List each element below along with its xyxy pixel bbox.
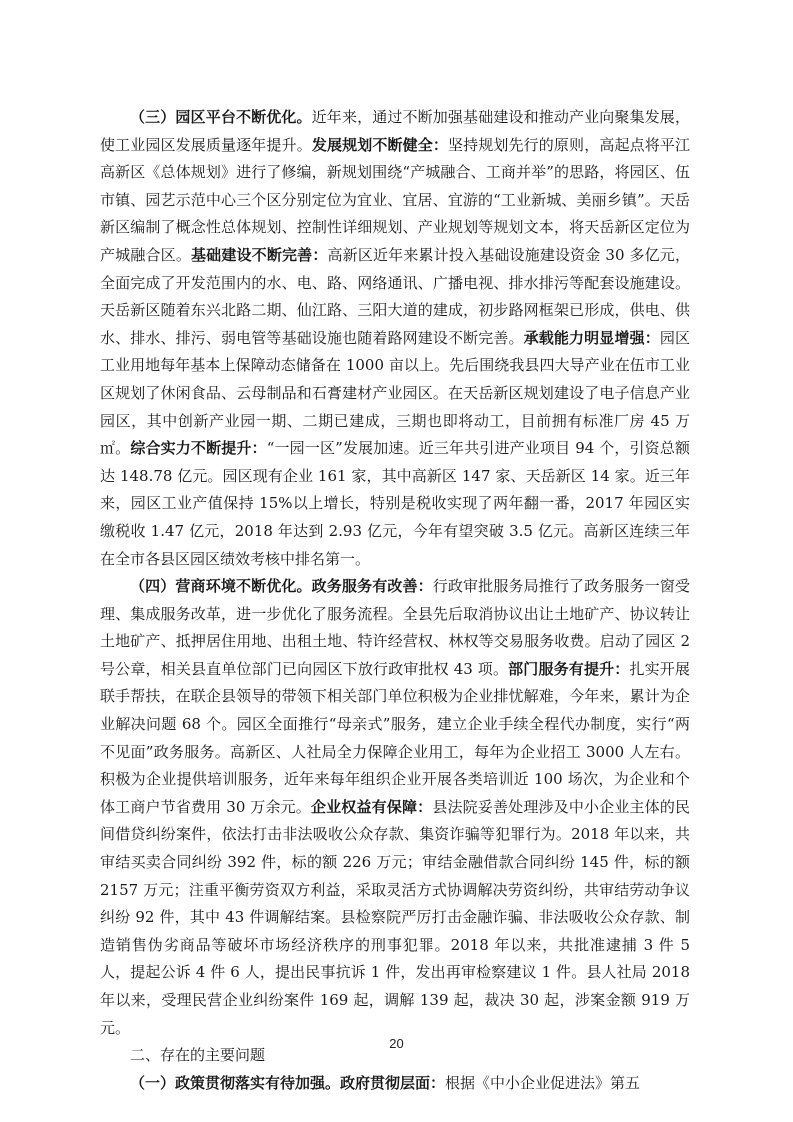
- subheading: 部门服务有提升：: [508, 659, 630, 678]
- subheading: 综合实力不断提升：: [130, 439, 267, 458]
- text-run: 扎实开展联手帮扶，在联企县领导的带领下相关部门单位积极为企业排忧解难，今年来，累计为企业解决问题 68 个。园区全面推行“母亲式”服务，建立企业手续全程代办制度，实行“两不见面”政务服务。高新区、人社局全力保障企业用工，每年为企业招工 3000 人左右。积极为企业提供培训服务，近年来每年组织企业开展各类培训近 100 场次，为企业和个体工商户节省费用 30 万余元。: [100, 659, 690, 816]
- paragraph-business-environment: [100, 573, 690, 1042]
- text-run: 根据《中小企业促进法》第五: [445, 1073, 641, 1092]
- subheading: 政务服务有改善：: [311, 577, 433, 596]
- body-text: [100, 104, 690, 1097]
- text-run: 高新区近年来累计投入基础设施建设资金 30 多亿元，全面完成了开发范围内的水、电、路、网络通讯、广播电视、排水排污等配套设施建设。天岳新区随着东兴北路二期、仙江路、三阳大道的建成，初步路网框架已形成，供电、供水、排水、排污、弱电管等基础设施也随着路网建设不断完善。: [100, 245, 690, 347]
- section-heading: （一）政策贯彻落实有待加强。: [130, 1073, 341, 1092]
- text-run: 园区工业用地每年基本上保障动态储备在 1000 亩以上。先后围绕我县四大导产业在伍市工业区规划了休闲食品、云母制品和石膏建材产业园区。在天岳新区规划建设了电子信息产业园区，其中创新产业园一期、二期已建成，三期也即将动工，目前拥有标准厂房 45 万㎡。: [100, 328, 690, 458]
- subheading: 发展规划不断健全：: [311, 135, 449, 154]
- subheading: 企业权益有保障：: [310, 797, 433, 816]
- section-heading: （四）营商环境不断优化。: [130, 577, 312, 596]
- paragraph-policy-implementation: [100, 1070, 690, 1098]
- text-run: “一园一区”发展加速。近三年共引进产业项目 94 个，引资总额达 148.78 亿元。园区现有企业 161 家，其中高新区 147 家、天岳新区 14 家。近三年来，园区工业产值保持 15%以上增长，特别是税收实现了两年翻一番，2017 年园区实缴税收 1.47 亿元，2018 年达到 2.93 亿元，今年有望突破 3.5 亿元。高新区连续三年在全市各县区园区绩效考核中排名第一。: [100, 439, 690, 568]
- section-title-main-problems: 二、存在的主要问题: [130, 1046, 266, 1065]
- text-run: 坚持规划先行的原则，高起点将平江高新区《总体规划》进行了修编，新规划围绕“产城融合、工商并举”的思路，将园区、伍市镇、园艺示范中心三个区分别定位为宜业、宜居、宜游的“工业新城、美丽乡镇”。天岳新区编制了概念性总体规划、控制性详细规划、产业规划等规划文本，将天岳新区定位为产城融合区。: [100, 135, 690, 264]
- text-run: 近年来，通过不断加强基础建设和推动产业向聚集发展，使工业园区发展质量逐年提升。: [100, 108, 690, 154]
- paragraph-park-platform: [100, 104, 690, 573]
- subheading: 承载能力明显增强：: [523, 328, 660, 347]
- text-run: 县法院妥善处理涉及中小企业主体的民间借贷纠纷案件，依法打击非法吸收公众存款、集资诈骗等犯罪行为。2018 年以来，共审结买卖合同纠纷 392 件，标的额 226 万元；审结金融借款合同纠纷 145 件，标的额 2157 万元；注重平衡劳资双方利益，采取灵活方式协调解决劳资纠纷，共审结劳动争议纠纷 92 件，其中 43 件调解结案。县检察院严厉打击金融诈骗、非法吸收公众存款、制造销售伪劣商品等破坏市场经济秩序的刑事犯罪。2018 年以来，共批准逮捕 3 件 5 人，提起公诉 4 件 6 人，提出民事抗诉 1 件，发出再审检察建议 1 件。县人社局 2018 年以来，受理民营企业纠纷案件 169 起，调解 139 起，裁决 30 起，涉案金额 919 万元。: [100, 797, 690, 1037]
- section-heading: （三）园区平台不断优化。: [130, 108, 312, 126]
- text-run: 行政审批服务局推行了政务服务一窗受理、集成服务改革，进一步优化了服务流程。全县先后取消协议出让土地矿产、协议转让土地矿产、抵押居住用地、出租土地、特许经营权、林权等交易服务收费。启动了园区 2 号公章，相关县直单位部门已向园区下放行政审批权 43 项。: [100, 577, 690, 678]
- subheading: 基础建设不断完善：: [191, 245, 328, 264]
- subheading: 政府贯彻层面：: [340, 1073, 446, 1092]
- page-number: 20: [389, 1036, 404, 1051]
